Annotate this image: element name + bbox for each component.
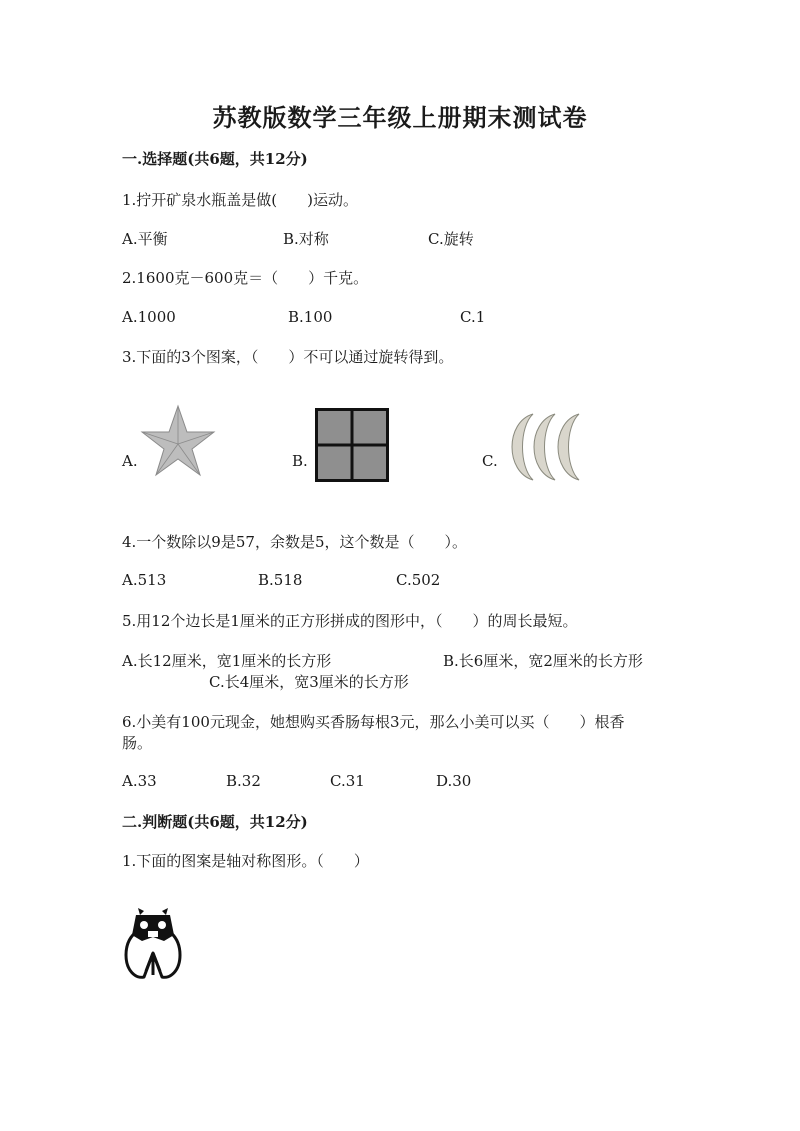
q4-option-b: B.518 [258,571,303,589]
q2-option-c: C.1 [460,308,486,326]
q5-option-b: B.长6厘米，宽2厘米的长方形 [443,652,643,670]
q1-option-a: A.平衡 [122,230,168,248]
question-6-line-2: 肠。 [122,734,153,752]
question-6-line-1: 6.小美有100元现金，她想购买香肠每根3元，那么小美可以买（ ）根香 [122,713,625,731]
cicada-image [122,905,184,983]
q2-option-a: A.1000 [122,308,176,326]
q5-option-a: A.长12厘米，宽1厘米的长方形 [122,652,332,670]
star-image [140,404,216,478]
q2-option-b: B.100 [288,308,333,326]
q4-option-a: A.513 [122,571,167,589]
crescent-moons-image [503,412,587,482]
question-1: 1.拧开矿泉水瓶盖是做( )运动。 [122,191,359,209]
q4-option-c: C.502 [396,571,441,589]
q3-option-a-label: A. [122,452,138,470]
q6-option-b: B.32 [226,772,261,790]
question-5: 5.用12个边长是1厘米的正方形拼成的图形中，（ ）的周长最短。 [122,612,578,630]
question-2: 2.1600克－600克＝（ ）千克。 [122,269,369,287]
question-3: 3.下面的3个图案，（ ）不可以通过旋转得到。 [122,348,454,366]
q3-option-c-label: C. [482,452,498,470]
q5-option-c: C.长4厘米，宽3厘米的长方形 [209,673,409,691]
q6-option-c: C.31 [330,772,365,790]
q6-option-a: A.33 [122,772,157,790]
q3-option-b-label: B. [292,452,308,470]
q1-option-c: C.旋转 [428,230,474,248]
q1-option-b: B.对称 [283,230,329,248]
square-grid-image [315,408,389,482]
section-heading-choice: 一.选择题(共6题，共12分) [122,150,308,168]
section-heading-judgement: 二.判断题(共6题，共12分) [122,813,308,831]
q6-option-d: D.30 [436,772,472,790]
judgement-question-1: 1.下面的图案是轴对称图形。（ ） [122,852,369,870]
page-title: 苏教版数学三年级上册期末测试卷 [212,103,588,132]
question-4: 4.一个数除以9是57，余数是5，这个数是（ ）。 [122,533,467,551]
